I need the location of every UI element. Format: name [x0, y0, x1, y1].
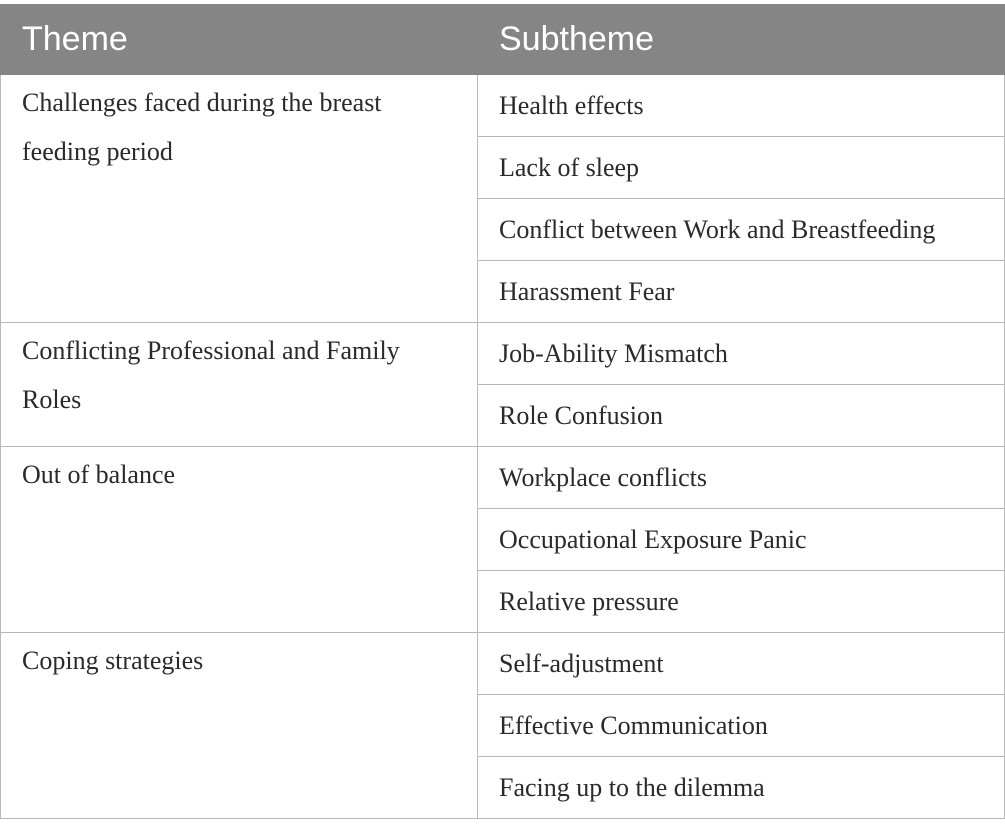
- subtheme-cell: Conflict between Work and Breastfeeding: [478, 199, 1005, 261]
- subtheme-cell: Workplace conflicts: [478, 447, 1005, 509]
- themes-table: [0, 4, 1005, 819]
- theme-cell: [1, 323, 478, 447]
- subtheme-cell: Self-adjustment: [478, 633, 1005, 695]
- subtheme-cell: Occupational Exposure Panic: [478, 509, 1005, 571]
- header-row: [1, 5, 1005, 75]
- subtheme-cell: Health effects: [478, 75, 1005, 137]
- table-header: [1, 5, 1005, 75]
- theme-cell: [1, 633, 478, 819]
- theme-label: Out of balance: [22, 460, 176, 489]
- subtheme-cell: Role Confusion: [478, 385, 1005, 447]
- subtheme-cell: Facing up to the dilemma: [478, 757, 1005, 819]
- subtheme-cell: Effective Communication: [478, 695, 1005, 757]
- subtheme-cell: Harassment Fear: [478, 261, 1005, 323]
- table-row: [1, 323, 1005, 385]
- subtheme-column-header: Subtheme: [478, 5, 1005, 75]
- subtheme-cell: Relative pressure: [478, 571, 1005, 633]
- theme-label: Challenges faced during the breast feeding period: [22, 88, 382, 166]
- theme-label: Coping strategies: [22, 646, 204, 675]
- theme-cell: [1, 447, 478, 633]
- theme-label: Conflicting Professional and Family Roles: [22, 336, 400, 414]
- table-row: [1, 75, 1005, 137]
- subtheme-cell: Lack of sleep: [478, 137, 1005, 199]
- table-row: [1, 447, 1005, 509]
- subtheme-cell: Job-Ability Mismatch: [478, 323, 1005, 385]
- theme-cell: [1, 75, 478, 323]
- theme-column-header: Theme: [1, 5, 478, 75]
- table-body: [1, 75, 1005, 819]
- table-row: [1, 633, 1005, 695]
